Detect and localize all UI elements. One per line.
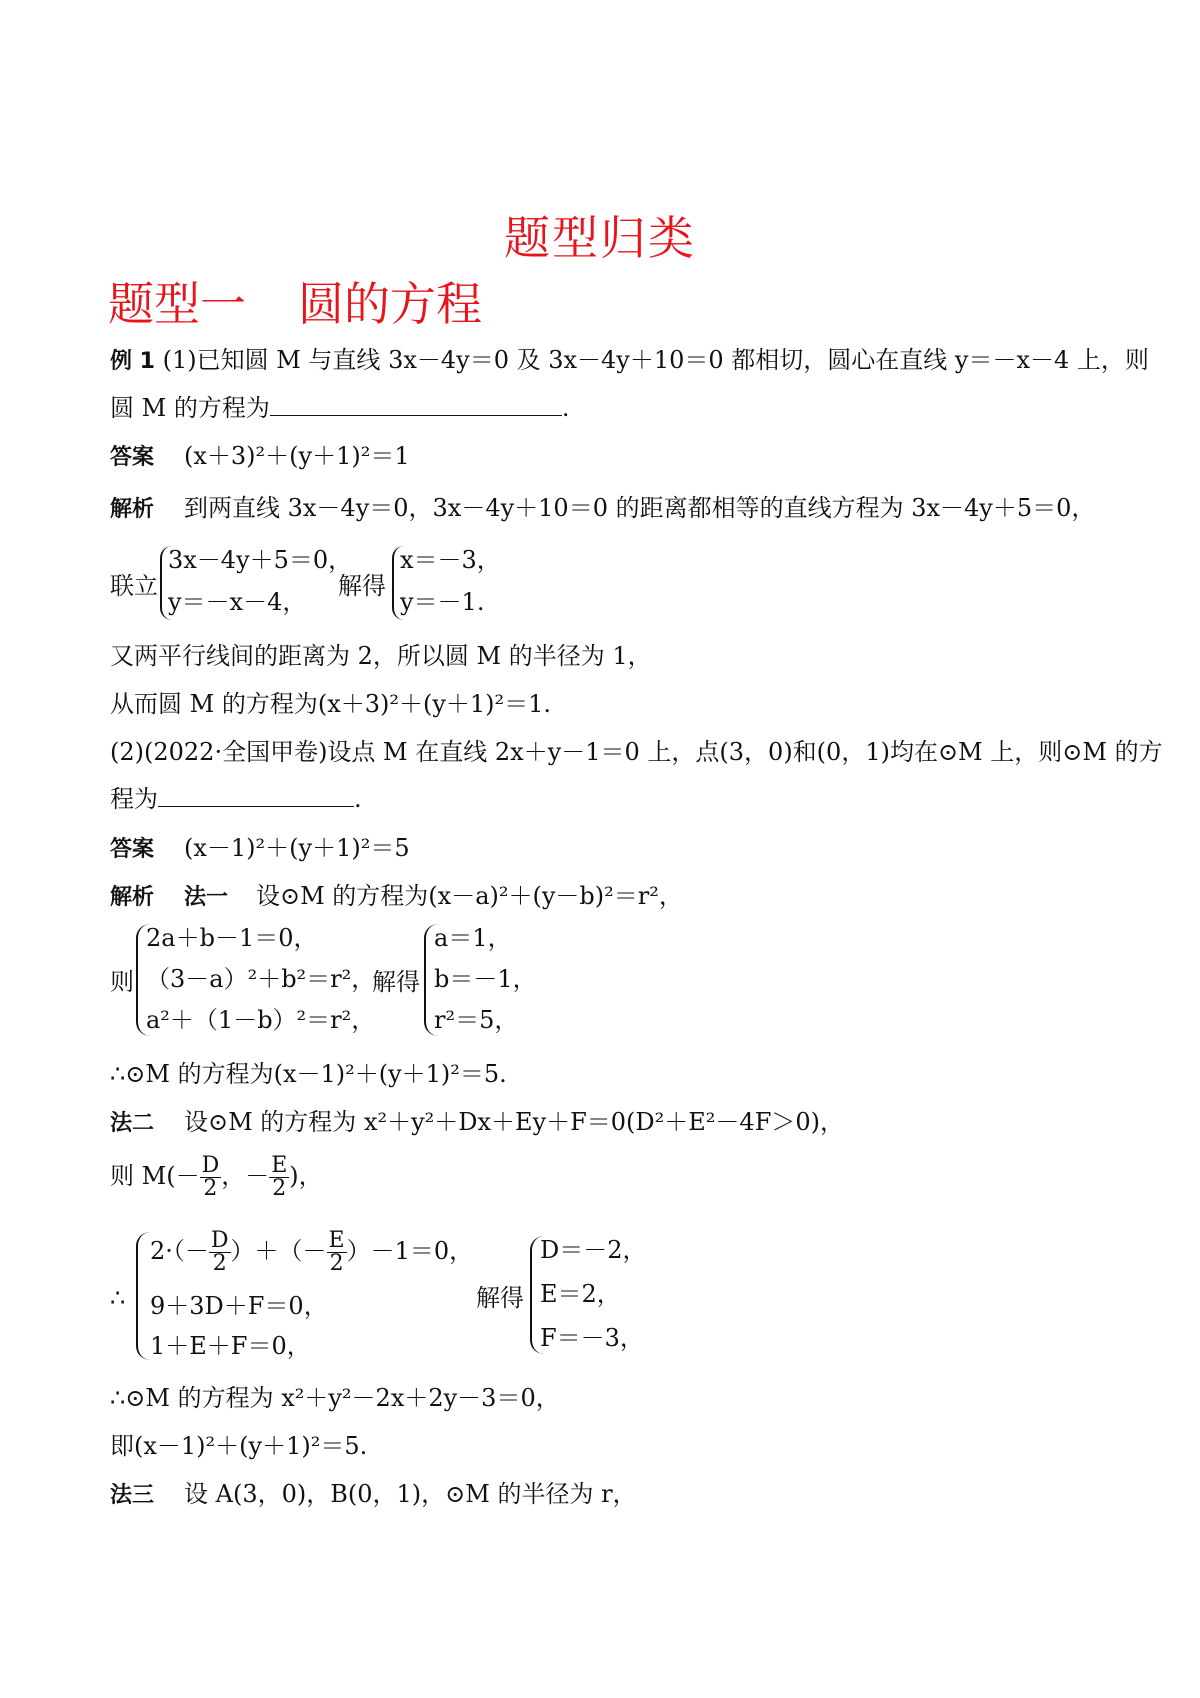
question-1-text-2: 圆 M 的方程为 [110, 394, 270, 422]
analysis-1-text: 到两直线 3x－4y＝0，3x－4y＋10＝0 的距离都相等的直线方程为 3x－4y＋5＝0， [184, 494, 1096, 522]
conclusion-2: ∴⊙M 的方程为(x－1)²＋(y＋1)²＝5. [110, 1060, 507, 1088]
solution-1-x: x＝－3， [400, 546, 501, 574]
fraction-d-over-2 [200, 1155, 222, 1200]
answer-1-line [110, 440, 410, 474]
analysis-label: 解析 [110, 497, 155, 522]
question-2-line-2 [110, 782, 362, 815]
jiede-label: 解得 [338, 572, 386, 600]
question-1-text: (1)已知圆 M 与直线 3x－4y＝0 及 3x－4y＋10＝0 都相切，圆心在直线 y＝－x－4 上，则 [162, 346, 1149, 374]
numerator: E [328, 1228, 345, 1253]
system-3-eq-2: 9＋3D＋F＝0， [150, 1292, 328, 1320]
numerator: E [271, 1153, 288, 1178]
numerator: D [210, 1228, 229, 1253]
period: . [354, 785, 362, 813]
numerator: D [201, 1153, 220, 1178]
conclusion-1: 从而圆 M 的方程为(x＋3)²＋(y＋1)²＝1. [110, 690, 552, 718]
denominator: 2 [272, 1176, 287, 1201]
method-1-label: 法一 [184, 885, 229, 910]
fraction-e-over-2 [327, 1230, 347, 1275]
answer-blank [158, 782, 354, 807]
section-number: 题型一 [108, 277, 246, 331]
question-1-line-1 [110, 344, 1149, 378]
fraction-e-over-2 [269, 1155, 289, 1200]
system-2-eq-2: （3－a）²＋b²＝r²， [146, 965, 376, 993]
system-1-eq-2: y＝－x－4， [168, 588, 307, 616]
center-suffix: )， [289, 1162, 323, 1190]
solution-3-d: D＝－2， [540, 1236, 647, 1264]
question-2-text-2: 程为 [110, 785, 158, 813]
method-1-line [110, 880, 683, 914]
main-title: 题型归类 [504, 211, 696, 265]
section-name: 圆的方程 [298, 277, 482, 331]
example-label: 例 1 [110, 349, 155, 374]
system-2-eq-3: a²＋（1－b）²＝r²， [146, 1006, 376, 1034]
denominator: 2 [203, 1176, 218, 1201]
conclusion-3a: ∴⊙M 的方程为 x²＋y²－2x＋2y－3＝0， [110, 1384, 560, 1412]
center-line [110, 1150, 323, 1202]
fraction-d-over-2 [209, 1230, 231, 1275]
section-title [108, 276, 482, 332]
denominator: 2 [329, 1251, 344, 1276]
method-2-label: 法二 [110, 1111, 155, 1136]
solution-2-b: b＝－1， [434, 965, 537, 993]
system-1-eq-1: 3x－4y＋5＝0， [168, 546, 353, 574]
analysis-label: 解析 [110, 885, 155, 910]
period: . [561, 394, 570, 422]
center-separator: ，－ [221, 1162, 270, 1190]
denominator: 2 [212, 1251, 227, 1276]
jiede-label: 解得 [476, 1284, 524, 1312]
system-3-eq-3: 1＋E＋F＝0， [150, 1332, 311, 1360]
answer-2: (x－1)²＋(y＋1)²＝5 [184, 834, 410, 862]
solution-1-y: y＝－1. [400, 588, 485, 616]
lianli-label: 联立 [110, 572, 158, 600]
jiede-label: 解得 [372, 968, 420, 996]
analysis-1-line [110, 492, 1095, 526]
solution-3-e: E＝2， [540, 1280, 621, 1308]
eq-part: ）－1＝0， [346, 1237, 474, 1265]
question-1-line-2 [110, 391, 569, 424]
method-1-text: 设⊙M 的方程为(x－a)²＋(y－b)²＝r²， [256, 882, 683, 910]
solution-2-r: r²＝5， [434, 1006, 519, 1034]
answer-2-line [110, 832, 410, 866]
solution-2-a: a＝1， [434, 924, 512, 952]
therefore-symbol: ∴ [110, 1284, 126, 1312]
method-2-text: 设⊙M 的方程为 x²＋y²＋Dx＋Ey＋F＝0(D²＋E²－4F＞0)， [184, 1108, 844, 1136]
answer-blank [270, 391, 562, 416]
answer-label: 答案 [110, 445, 155, 470]
method-3-text: 设 A(3，0)，B(0，1)，⊙M 的半径为 r， [184, 1480, 637, 1508]
method-2-line [110, 1106, 844, 1140]
ze-label: 则 [110, 968, 134, 996]
question-2-line-1: (2)(2022·全国甲卷)设点 M 在直线 2x＋y－1＝0 上，点(3，0)和(0，1)均在⊙M 上，则⊙M 的方 [110, 738, 1163, 766]
brace [136, 1232, 150, 1360]
method-3-label: 法三 [110, 1483, 155, 1508]
eq-part: ）＋（－ [230, 1237, 327, 1265]
solution-3-f: F＝－3， [540, 1324, 644, 1352]
center-prefix: 则 M(－ [110, 1162, 200, 1190]
answer-1: (x＋3)²＋(y＋1)²＝1 [184, 442, 410, 470]
system-3-eq-1 [150, 1228, 473, 1275]
system-2-eq-1: 2a＋b－1＝0， [146, 924, 318, 952]
conclusion-3b: 即(x－1)²＋(y＋1)²＝5. [110, 1432, 368, 1460]
method-3-line [110, 1478, 637, 1512]
eq-part: 2·（－ [150, 1237, 209, 1265]
answer-label: 答案 [110, 837, 155, 862]
distance-line: 又两平行线间的距离为 2，所以圆 M 的半径为 1， [110, 642, 652, 670]
